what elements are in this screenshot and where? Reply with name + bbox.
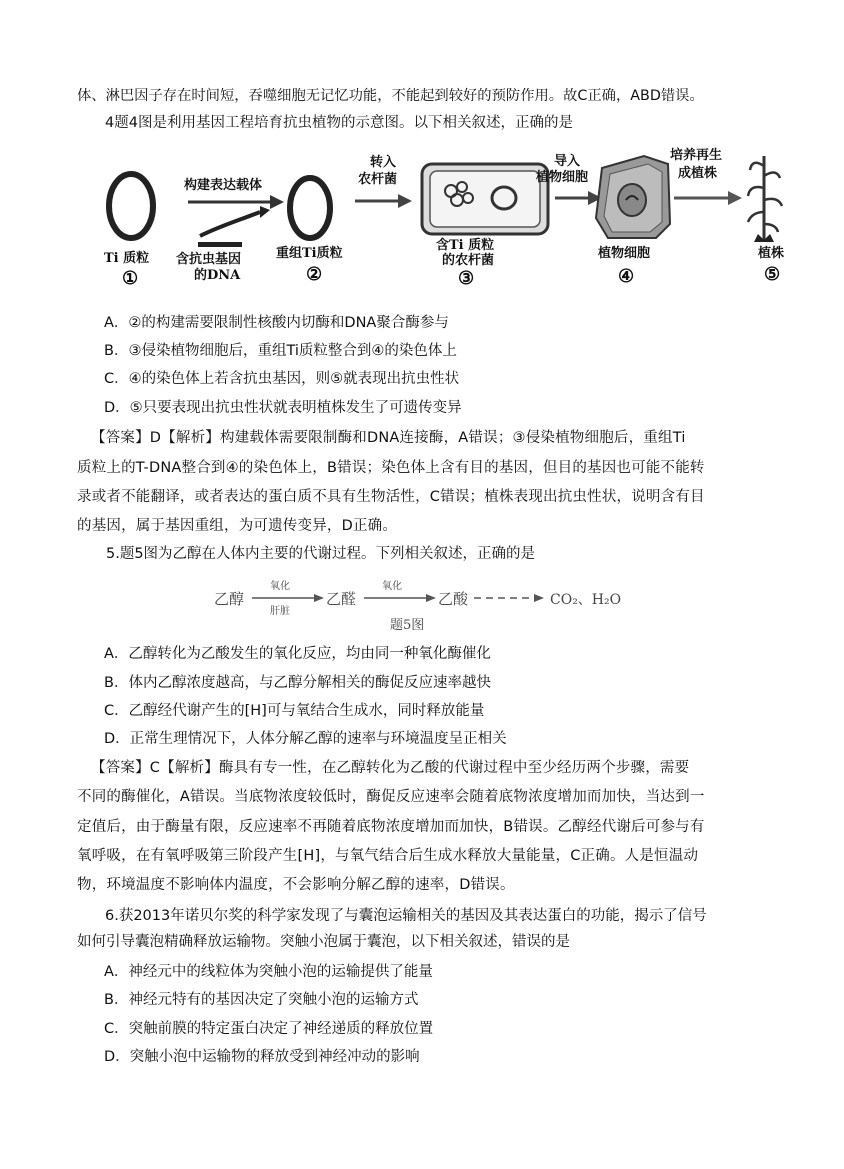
figure-5-diagram: [200, 576, 632, 634]
q5-option-d: D．正常生理情况下，人体分解乙醇的速率与环境温度呈正相关: [104, 731, 507, 747]
ti-plasmid-ring: [109, 174, 153, 238]
fig5-ethanol: 乙醇: [214, 590, 245, 608]
plant-drawing: [748, 156, 782, 242]
question-6-stem: 6.获2013年诺贝尔奖的科学家发现了与囊泡运输相关的基因及其表达蛋白的功能，揭示了信号: [105, 908, 707, 924]
q5-answer-line: 氧呼吸，在有氧呼吸第三阶段产生[H]，与氧气结合后生成水释放大量能量，C正确。人是恒温动: [77, 848, 699, 864]
label-transfer-1: 转入: [370, 155, 397, 170]
q5-answer-line: 定值后，由于酶量有限，反应速率不再随着底物浓度增加而加快，B错误。乙醇经代谢后可参与有: [77, 819, 705, 835]
q4-option-d: D．⑤只要表现出抗虫性状就表明植株发生了可遗传变异: [104, 400, 462, 416]
q5-option-a: A．乙醇转化为乙酸发生的氧化反应，均由同一种氧化酶催化: [104, 646, 491, 662]
label-num-2: ②: [306, 264, 323, 285]
q4-option-a: A．②的构建需要限制性核酸内切酶和DNA聚合酶参与: [104, 315, 449, 331]
label-recombinant-ti: 重组Ti质粒: [276, 246, 343, 261]
label-num-1: ①: [122, 268, 139, 289]
label-num-3: ③: [458, 268, 475, 289]
fig5-acetaldehyde: 乙醛: [326, 590, 357, 608]
q6-option-a: A．神经元中的线粒体为突触小泡的运输提供了能量: [104, 964, 433, 980]
recombinant-plasmid-ring: [290, 178, 330, 238]
q4-option-b: B．③侵染植物细胞后，重组Ti质粒整合到④的染色体上: [104, 343, 457, 359]
fig5-products: CO₂、H₂O: [550, 592, 622, 608]
q5-option-b: B．体内乙醇浓度越高，与乙醇分解相关的酶促反应速率越快: [104, 675, 491, 691]
q6-option-b: B．神经元特有的基因决定了突触小泡的运输方式: [104, 992, 419, 1008]
label-agro-1: 含Ti 质粒: [436, 238, 495, 253]
q5-option-c: C．乙醇经代谢产生的[H]可与氧结合生成水，同时释放能量: [104, 703, 485, 719]
q6-option-c: C．突触前膜的特定蛋白决定了神经递质的释放位置: [104, 1021, 434, 1037]
q6-option-d: D．突触小泡中运输物的释放受到神经冲动的影响: [104, 1049, 420, 1065]
question-5-stem: 5.题5图为乙醇在人体内主要的代谢过程。下列相关叙述，正确的是: [106, 546, 536, 562]
q5-answer-line: 【答案】C【解析】酶具有专一性，在乙醇转化为乙酸的代谢过程中至少经历两个步骤，需要: [91, 760, 690, 776]
label-plant-cell: 植物细胞: [598, 246, 651, 261]
q4-answer-line: 的基因，属于基因重组，为可遗传变异，D正确。: [77, 518, 398, 534]
q4-answer-line: 【答案】D【解析】构建载体需要限制酶和DNA连接酶，A错误；③侵染植物细胞后，重组Ti: [91, 430, 686, 446]
fig5-liver: 肝脏: [270, 606, 290, 617]
text-line: 体、淋巴因子存在时间短，吞噬细胞无记忆功能，不能起到较好的预防作用。故C正确，ABD错误。: [77, 88, 704, 104]
label-gene-dna-2: 的DNA: [194, 268, 241, 283]
label-regenerate-2: 成植株: [678, 166, 718, 181]
q4-answer-line: 录或者不能翻译，或者表达的蛋白质不具有生物活性，C错误；植株表现出抗虫性状，说明含有目: [77, 489, 705, 505]
fig5-caption: 题5图: [390, 618, 425, 633]
label-num-5: ⑤: [764, 264, 781, 285]
q5-answer-line: 不同的酶催化，A错误。当底物浓度较低时，酶促反应速率会随着底物浓度增加而加快，当达到一: [77, 789, 705, 805]
question-6-stem-cont: 如何引导囊泡精确释放运输物。突触小泡属于囊泡，以下相关叙述，错误的是: [77, 934, 570, 950]
q4-answer-line: 质粒上的T-DNA整合到④的染色体上，B错误；染色体上含有目的基因，但目的基因也可能不能转: [77, 460, 705, 476]
dna-strand: [200, 212, 260, 236]
label-gene-dna-1: 含抗虫基因: [176, 252, 242, 267]
q4-option-c: C．④的染色体上若含抗虫基因，则⑤就表现出抗虫性状: [104, 371, 460, 387]
gene-bar: [198, 242, 242, 247]
label-regenerate-1: 培养再生: [670, 148, 723, 163]
label-import-1: 导入: [554, 154, 581, 169]
label-agro-2: 的农杆菌: [442, 253, 495, 268]
label-import-2: 植物细胞: [536, 170, 589, 185]
fig5-acetic-acid: 乙酸: [438, 590, 469, 608]
figure-4-diagram: [100, 146, 790, 292]
fig5-oxidation-2: 氧化: [382, 581, 402, 592]
question-4-stem: 4题4图是利用基因工程培育抗虫植物的示意图。以下相关叙述，正确的是: [105, 115, 573, 131]
fig5-oxidation-1: 氧化: [270, 581, 290, 592]
label-num-4: ④: [618, 266, 635, 287]
label-plant: 植株: [758, 246, 785, 261]
q5-answer-line: 物，环境温度不影响体内温度，不会影响分解乙醇的速率，D错误。: [77, 877, 515, 893]
label-transfer-2: 农杆菌: [358, 172, 398, 187]
label-ti-plasmid: Ti 质粒: [104, 251, 150, 266]
label-construct-vector: 构建表达载体: [184, 178, 263, 193]
